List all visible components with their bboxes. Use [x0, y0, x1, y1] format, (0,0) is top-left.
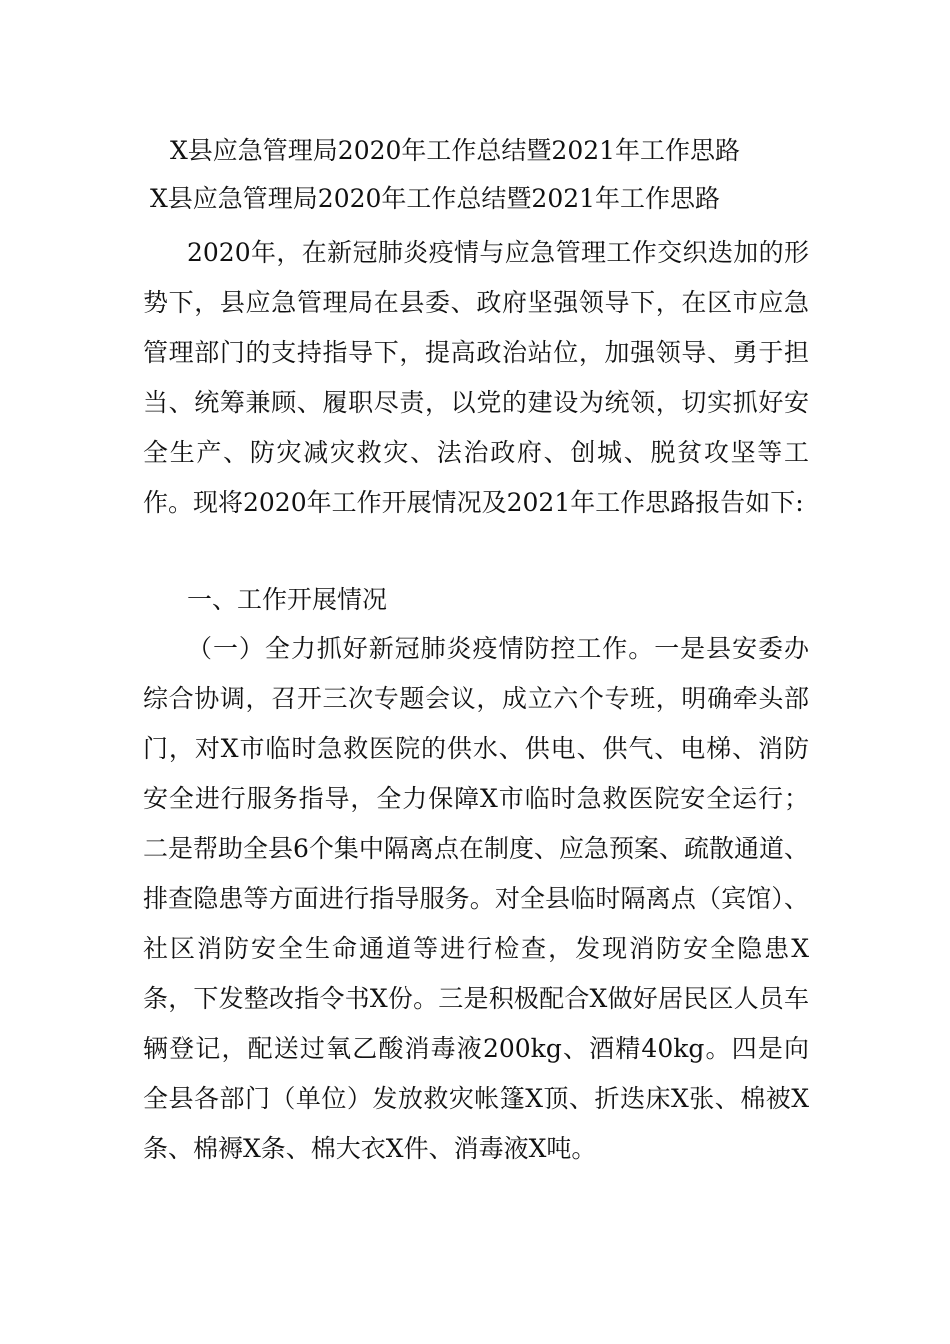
- document-title: X县应急管理局2020年工作总结暨2021年工作思路: [170, 136, 741, 165]
- intro-paragraph: 2020年，在新冠肺炎疫情与应急管理工作交织迭加的形势下，县应急管理局在县委、政府坚强领导下，在区市应急管理部门的支持指导下，提高政治站位，加强领导、勇于担当、统筹兼顾、履职尽责，以党的建设为统领，切实抓好安全生产、防灾减灾救灾、法治政府、创城、脱贫攻坚等工作。现将2020年工作开展情况及2021年工作思路报告如下:: [143, 238, 809, 517]
- section-heading: 一、工作开展情况: [187, 585, 388, 614]
- section-paragraph: （一）全力抓好新冠肺炎疫情防控工作。一是县安委办综合协调，召开三次专题会议，成立六个专班，明确牵头部门，对X市临时急救医院的供水、供电、供气、电梯、消防安全进行服务指导，全力保障X市临时急救医院安全运行；二是帮助全县6个集中隔离点在制度、应急预案、疏散通道、排查隐患等方面进行指导服务。对全县临时隔离点（宾馆）、社区消防安全生命通道等进行检查，发现消防安全隐患X条，下发整改指令书X份。三是积极配合X做好居民区人员车辆登记，配送过氧乙酸消毒液200kg、酒精40kg。四是向全县各部门（单位）发放救灾帐篷X顶、折迭床X张、棉被X条、棉褥X条、棉大衣X件、消毒液X吨。: [143, 634, 809, 1163]
- document-subtitle: X县应急管理局2020年工作总结暨2021年工作思路: [150, 184, 721, 213]
